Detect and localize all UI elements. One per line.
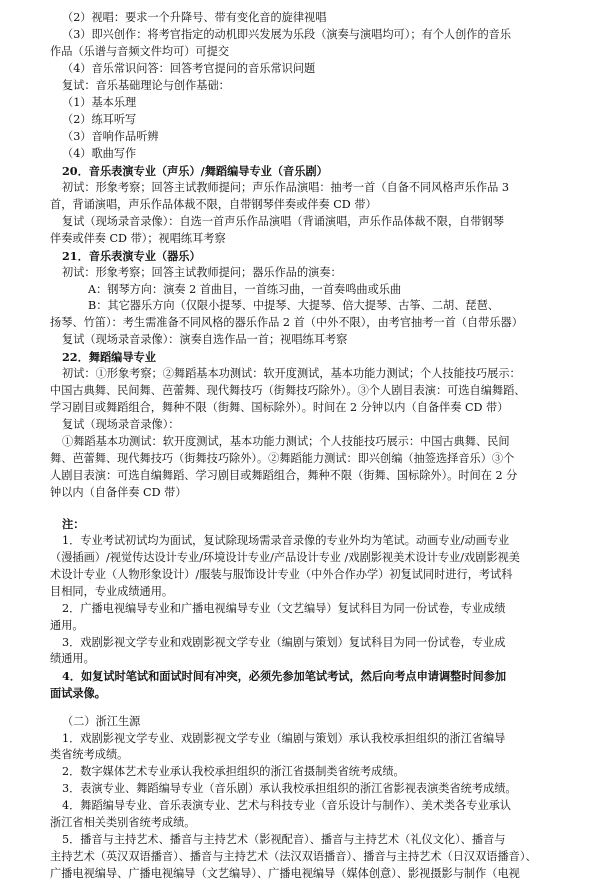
text-line: 主持艺术（英汉双语播音）、播音与主持艺术（法汉双语播音）、播音与主持艺术（日汉双语播音）、 xyxy=(50,850,537,864)
note-bold-line: 面试录像。 xyxy=(50,686,106,701)
text-line: （4）音乐常识问答：回答考官提问的音乐常识问题 xyxy=(62,62,316,76)
text-line: （漫插画）/视觉传达设计专业/环境设计专业/产品设计专业 /戏剧影视美术设计专业/戏剧影视美 xyxy=(50,550,520,564)
text-line: （1）基本乐理 xyxy=(62,96,137,110)
text-line: B：其它器乐方向（仅限小提琴、中提琴、大提琴、倍大提琴、古筝、二胡、琵琶、 xyxy=(88,299,499,313)
text-line: 3．戏剧影视文学专业和戏剧影视文学专业（编剧与策划）复试科目为同一份试卷，专业成 xyxy=(62,635,506,649)
text-line: 初试：形象考察；回答主试教师提问；声乐作品演唱：抽考一首（自备不同风格声乐作品 3 xyxy=(62,180,509,194)
text-line: A：钢琴方向：演奏 2 首曲目，一首练习曲，一首奏鸣曲或乐曲 xyxy=(88,282,402,296)
text-line: 4．舞蹈编导专业、音乐表演专业、艺术与科技专业（音乐设计与制作）、美术类各专业承认 xyxy=(62,799,512,813)
text-line: （4）歌曲写作 xyxy=(62,147,137,160)
text-line: 中国古典舞、民间舞、芭蕾舞、现代舞技巧（街舞技巧除外）。③个人剧目表演：可选自编舞蹈、 xyxy=(50,384,526,398)
note-heading: 注： xyxy=(62,516,85,531)
text-line: （3）即兴创作：将考官指定的动机即兴发展为乐段（演奏与演唱均可）；有个人创作的音乐 xyxy=(62,28,512,42)
text-line: 人剧目表演：可选自编舞蹈、学习剧目或舞蹈组合，舞种不限（街舞、国标除外）。时间在 2 分 xyxy=(50,468,518,482)
text-line: 首，背诵演唱，声乐作品体裁不限，自带钢琴伴奏或伴奏 CD 带） xyxy=(50,197,377,211)
text-line: 作品（乐谱与音频文件均可）可提交 xyxy=(50,45,230,59)
text-line: 伴奏或伴奏 CD 带）；视唱练耳考察 xyxy=(50,231,226,245)
text-line: 术设计专业（人物形象设计）/服装与服饰设计专业（中外合作办学）初复试同时进行，考试科 xyxy=(50,567,513,581)
text-line: 浙江省相关类别省统考成绩。 xyxy=(50,816,196,830)
text-line: 通用。 xyxy=(50,618,84,632)
text-line: 钟以内（自备伴奏 CD 带） xyxy=(50,485,187,499)
text-line: ①舞蹈基本功测试：软开度测试，基本功能力测试；个人技能技巧展示：中国古典舞、民间 xyxy=(62,435,510,448)
text-line: （2）视唱：要求一个升降号、带有变化音的旋律视唱 xyxy=(62,11,327,25)
text-line: 1．戏剧影视文学专业、戏剧影视文学专业（编剧与策划）承认我校承担组织的浙江省编导 xyxy=(62,731,506,745)
text-line: 复试（现场录音录像）：自选一首声乐作品演唱（背诵演唱，声乐作品体裁不限，自带钢琴 xyxy=(62,214,504,228)
text-line: 初试：①形象考察；②舞蹈基本功测试：软开度测试，基本功能力测试；个人技能技巧展示： xyxy=(62,367,521,381)
text-line: 复试（现场录音录像）：演奏自选作品一首；视唱练耳考察 xyxy=(62,333,348,347)
text-line: 复试：音乐基础理论与创作基础： xyxy=(62,79,230,93)
section-heading: （二）浙江生源 xyxy=(62,714,141,728)
section-heading: 22．舞蹈编导专业 xyxy=(62,350,156,365)
text-line: 舞、芭蕾舞、现代舞技巧（街舞技巧除外）。②舞蹈能力测试：即兴创编（抽签选择音乐）③个 xyxy=(50,451,515,465)
text-line: 初试：形象考察；回答主试教师提问；器乐作品的演奏： xyxy=(62,265,342,279)
text-line: （3）音响作品听辨 xyxy=(62,130,159,143)
section-heading: 20．音乐表演专业（声乐）/舞蹈编导专业（音乐剧） xyxy=(62,163,328,178)
text-line: 1．专业考试初试均为面试，复试除现场需录音录像的专业外均为笔试。动画专业/动画专业 xyxy=(62,533,510,547)
text-line: 复试（现场录音录像）： xyxy=(62,418,180,431)
text-line: （2）练耳听写 xyxy=(62,113,137,127)
text-line: 目相同，专业成绩通用。 xyxy=(50,584,174,598)
text-line: 3．表演专业、舞蹈编导专业（音乐剧）承认我校承担组织的浙江省影视表演类省统考成绩。 xyxy=(62,782,517,796)
text-line: 类省统考成绩。 xyxy=(50,748,129,762)
note-bold-line: 4．如复试时笔试和面试时间有冲突，必须先参加笔试考试，然后向考点申请调整时间参加 xyxy=(62,669,507,684)
text-line: 2．数字媒体艺术专业承认我校承担组织的浙江省摄制类省统考成绩。 xyxy=(62,765,405,779)
section-heading: 21．音乐表演专业（器乐） xyxy=(62,248,201,263)
text-line: 绩通用。 xyxy=(50,652,95,666)
text-line: 扬琴、竹笛）：考生需准备不同风格的器乐作品 2 首（中外不限），由考官抽考一首（自带乐器） xyxy=(50,316,523,330)
text-line: 5．播音与主持艺术、播音与主持艺术（影视配音）、播音与主持艺术（礼仪文化）、播音与 xyxy=(62,833,506,847)
text-line: 学习剧目或舞蹈组合，舞种不限（街舞、国标除外）。时间在 2 分钟以内（自备伴奏 CD 带） xyxy=(50,401,509,415)
text-line: 2．广播电视编导专业和广播电视编导专业（文艺编导）复试科目为同一份试卷，专业成绩 xyxy=(62,601,506,615)
text-line: 广播电视编导、广播电视编导（文艺编导）、广播电视编导（媒体创意）、影视摄影与制作（电视 xyxy=(50,867,520,880)
